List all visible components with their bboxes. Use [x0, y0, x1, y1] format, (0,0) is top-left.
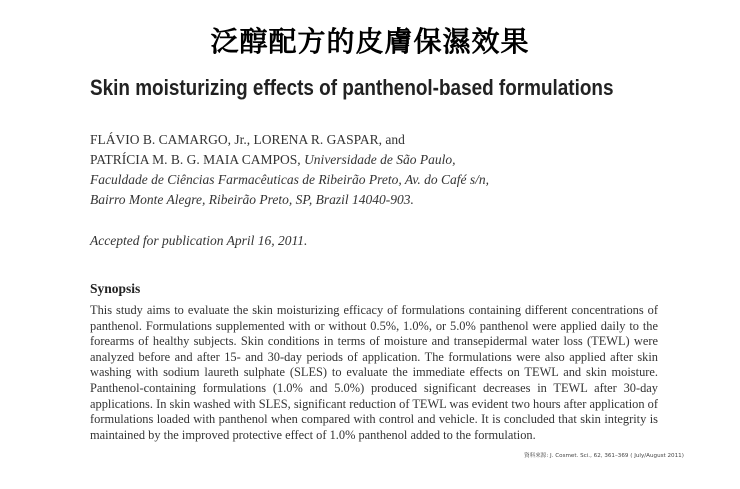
- affiliation-university: Universidade de São Paulo,: [300, 152, 456, 167]
- affiliation-faculty: Faculdade de Ciências Farmacêuticas de Ribeirão Preto, Av. do Café s/n,: [90, 172, 490, 187]
- source-citation: 資料來源: J. Cosmet. Sci., 62, 361–369 ( July/August 2011): [524, 453, 684, 459]
- author-block: [90, 130, 690, 210]
- accepted-date: Accepted for publication April 16, 2011.: [90, 233, 308, 248]
- synopsis-body: This study aims to evaluate the skin moisturizing efficacy of formulations containing different concentrations of panthenol. Formulations supplemented with or without 0.5%, 1.0%, or 5.0% panthenol were applied daily to the forearms of healthy subjects. Skin conditions in terms of moisture and transepidermal water loss (TEWL) were analyzed before and after 15- and 30-day periods of application. The formulations were also applied after skin washing with sodium laureth sulphate (SLES) to evaluate the immediate effects on TEWL and skin moisture. Panthenol-containing formulations (1.0% and 5.0%) produced significant decreases in TEWL after 30-day applications. In skin washed with SLES, significant reduction of TEWL was evident two hours after application of formulations loaded with panthenol when compared with control and vehicle. It is concluded that skin integrity is maintained by the improved protective effect of 1.0% panthenol added to the formulation.: [90, 303, 658, 442]
- author-line-2: [90, 150, 690, 170]
- slide-title: 泛醇配方的皮膚保濕效果: [210, 25, 530, 58]
- author-names: PATRÍCIA M. B. G. MAIA CAMPOS,: [90, 152, 301, 167]
- synopsis-heading: Synopsis: [90, 281, 141, 296]
- paper-title: Skin moisturizing effects of panthenol-based formulations: [90, 75, 614, 100]
- affiliation-address: Bairro Monte Alegre, Ribeirão Preto, SP, Brazil 14040-903.: [90, 192, 414, 207]
- author-line-1: FLÁVIO B. CAMARGO, Jr., LORENA R. GASPAR, and: [90, 132, 405, 147]
